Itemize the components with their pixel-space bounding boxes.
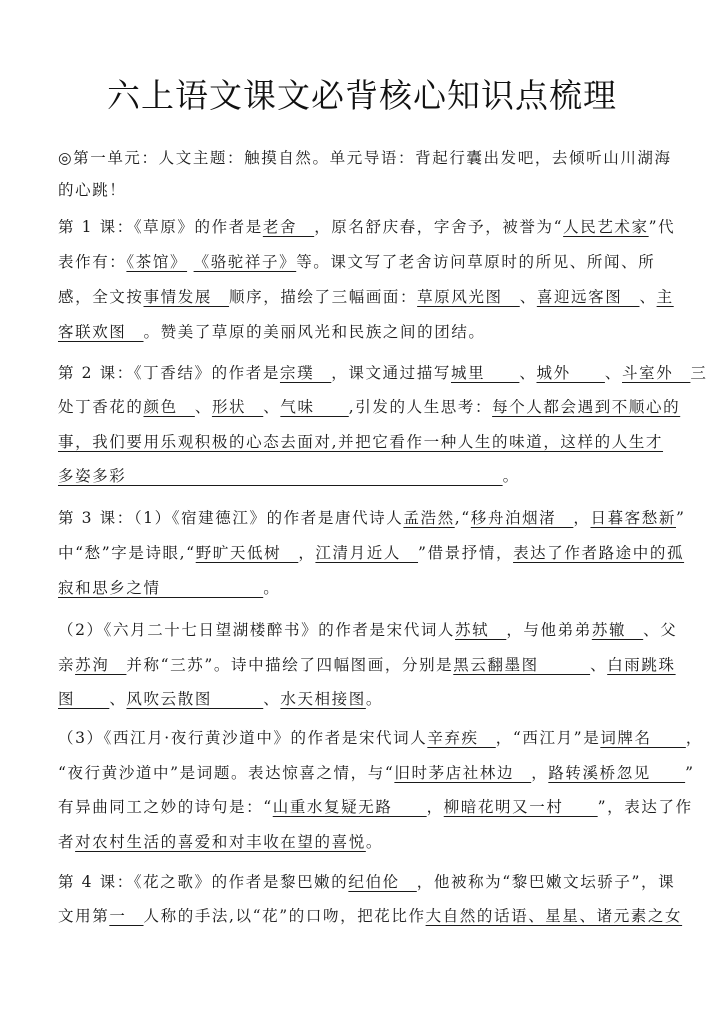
text-segment: ” — [676, 509, 686, 527]
text-line — [58, 655, 676, 675]
answer-blank: 气味 — [280, 398, 349, 416]
text-line — [58, 872, 676, 892]
text-segment: 、 — [263, 690, 281, 708]
text-line — [58, 180, 668, 200]
answer-blank: 老舍 — [262, 218, 315, 236]
answer-blank: 苏洵 — [75, 656, 127, 674]
answer-blank: 事情发展 — [143, 288, 230, 306]
text-segment: ”借景抒情， — [418, 544, 514, 562]
answer-blank: 《骆驼祥子》 — [193, 253, 297, 271]
text-segment: ◎第一单元：人文主题：触摸自然。单元导语：背起行囊出发吧，去倾听山川湖海 — [58, 149, 672, 167]
answer-blank: 斗室外 — [622, 364, 691, 382]
text-segment: 处丁香花的 — [58, 398, 144, 416]
text-segment: 。 — [263, 579, 281, 597]
text-line — [58, 322, 668, 342]
answer-blank: 野旷天低树 — [195, 544, 299, 562]
text-segment: ，原名舒庆春，字舍予，被誉为“ — [314, 218, 564, 236]
answer-blank: 纪伯伦 — [348, 873, 417, 891]
answer-blank: 对农村生活的喜爱和对丰收在望的喜悦 — [75, 833, 366, 851]
text-segment: 中“愁”字是诗眼,“ — [58, 544, 196, 562]
text-segment: 人称的手法,以“花”的口吻，把花比作 — [143, 907, 426, 925]
answer-blank: 寂和思乡之情 — [58, 579, 264, 597]
text-segment: 、父 — [643, 621, 678, 639]
text-segment: 亲 — [58, 656, 76, 674]
text-segment: 并称“三苏”。诗中描绘了四幅图画，分别是 — [126, 656, 454, 674]
text-line — [58, 906, 683, 926]
text-line — [58, 432, 668, 452]
text-segment: 等。课文写了老舍访问草原时的所见、所闻、所 — [296, 253, 656, 271]
page-title: 六上语文课文必背核心知识点梳理 — [107, 76, 617, 115]
text-segment: ,引发的人生思考： — [348, 398, 493, 416]
answer-blank: 颜色 — [143, 398, 195, 416]
text-segment: 、 — [639, 288, 657, 306]
text-segment: ，“西江月”是 — [495, 729, 601, 747]
text-segment: 。 — [502, 467, 520, 485]
answer-blank: 词牌名 — [600, 729, 686, 747]
answer-blank: 主 — [656, 288, 674, 306]
answer-blank: 风吹云散图 — [126, 690, 264, 708]
text-line — [58, 578, 668, 598]
text-line — [58, 832, 668, 852]
answer-blank: 江清月近人 — [315, 544, 419, 562]
text-segment: （3）《西江月·夜行黄沙道中》的作者是宋代词人 — [58, 729, 428, 747]
answer-blank: 事，我们要用乐观积极的心态去面对,并把它看作一种人生的味道，这样的人生才 — [58, 433, 664, 451]
answer-blank: 宗璞 — [279, 364, 332, 382]
text-segment: ,“ — [454, 509, 471, 527]
answer-blank: 孟浩然 — [403, 509, 455, 527]
answer-blank: 形状 — [211, 398, 264, 416]
text-segment: ， — [298, 544, 316, 562]
text-segment: 第 4 课：《花之歌》的作者是黎巴嫩的 — [58, 873, 349, 891]
answer-blank: 移舟泊烟渚 — [470, 509, 574, 527]
answer-blank: 人民艺术家 — [563, 218, 649, 236]
text-line — [58, 252, 668, 272]
text-segment: ，课文通过描写 — [331, 364, 451, 382]
text-line — [58, 728, 703, 748]
answer-blank: 柳暗花明又一村 — [443, 798, 598, 816]
text-segment: 、 — [519, 288, 537, 306]
text-segment: 。 — [365, 690, 383, 708]
answer-blank: 城里 — [450, 364, 520, 382]
text-segment: 、 — [590, 656, 608, 674]
text-segment: ， — [573, 509, 591, 527]
answer-blank: 图 — [58, 690, 110, 708]
answer-blank: 山重水复疑无路 — [272, 798, 427, 816]
answer-blank: 草原风光图 — [417, 288, 520, 306]
text-line — [58, 287, 674, 307]
text-segment: 第 2 课：《丁香结》的作者是 — [58, 364, 280, 382]
text-line — [58, 508, 686, 528]
text-line — [58, 148, 672, 168]
text-segment: 者 — [58, 833, 76, 851]
answer-blank: 黑云翻墨图 — [453, 656, 591, 674]
text-line — [58, 543, 685, 563]
text-line — [58, 363, 708, 383]
text-segment: 三 — [690, 364, 708, 382]
text-line — [58, 397, 681, 417]
text-line — [58, 797, 693, 817]
answer-blank: 路转溪桥忽见 — [548, 764, 686, 782]
text-segment: ”，表达了作 — [597, 798, 693, 816]
text-segment: 。 — [365, 833, 383, 851]
text-segment: （2）《六月二十七日望湖楼醉书》的作者是宋代词人 — [58, 621, 456, 639]
answer-blank: 旧时茅店社林边 — [394, 764, 532, 782]
answer-blank: 白雨跳珠 — [607, 656, 676, 674]
text-segment: ” — [685, 764, 695, 782]
answer-blank: 一 — [109, 907, 144, 925]
text-line — [58, 689, 668, 709]
text-segment: 、 — [604, 364, 623, 382]
text-segment: 、 — [194, 398, 212, 416]
answer-blank: 日暮客愁新 — [590, 509, 676, 527]
text-line — [58, 763, 695, 783]
text-segment: “夜行黄沙道中”是词题。表达惊喜之情，与“ — [58, 764, 395, 782]
text-segment: 第 3 课：（1）《宿建德江》的作者是唐代诗人 — [58, 509, 404, 527]
text-segment: 第 1 课：《草原》的作者是 — [58, 218, 263, 236]
answer-blank: 喜迎远客图 — [536, 288, 640, 306]
answer-blank: 客联欢图 — [58, 323, 144, 341]
text-segment: 的心跳！ — [58, 181, 127, 199]
answer-blank: 表达了作者路途中的孤 — [513, 544, 685, 562]
text-segment: 、 — [263, 398, 281, 416]
text-segment: 表作有： — [58, 253, 127, 271]
text-segment: 有异曲同工之妙的诗句是：“ — [58, 798, 273, 816]
text-line — [58, 620, 678, 640]
text-segment: 感，全文按 — [58, 288, 144, 306]
answer-blank: 苏辙 — [591, 621, 644, 639]
text-segment: 、 — [519, 364, 537, 382]
text-line — [58, 217, 676, 237]
answer-blank: 多姿多彩 — [58, 467, 503, 485]
answer-blank: 每个人都会遇到不顺心的 — [492, 398, 681, 416]
text-segment: 顺序，描绘了三幅画面： — [229, 288, 418, 306]
text-segment: ， — [426, 798, 444, 816]
text-segment: ， — [685, 729, 703, 747]
text-segment: 。赞美了草原的美丽风光和民族之间的团结。 — [143, 323, 486, 341]
text-segment: 、 — [109, 690, 127, 708]
answer-blank: 大自然的话语、星星、诸元素之女 — [425, 907, 683, 925]
answer-blank: 《茶馆》 — [126, 253, 188, 271]
text-line — [58, 466, 668, 486]
text-segment: ，他被称为“黎巴嫩文坛骄子”，课 — [416, 873, 676, 891]
answer-blank: 水天相接图 — [280, 690, 366, 708]
text-segment: ”代 — [648, 218, 676, 236]
text-segment: ，与他弟弟 — [506, 621, 592, 639]
answer-blank: 城外 — [536, 364, 605, 382]
answer-blank: 辛弃疾 — [427, 729, 496, 747]
answer-blank: 苏轼 — [455, 621, 507, 639]
text-segment: ， — [531, 764, 549, 782]
text-segment: 文用第 — [58, 907, 110, 925]
